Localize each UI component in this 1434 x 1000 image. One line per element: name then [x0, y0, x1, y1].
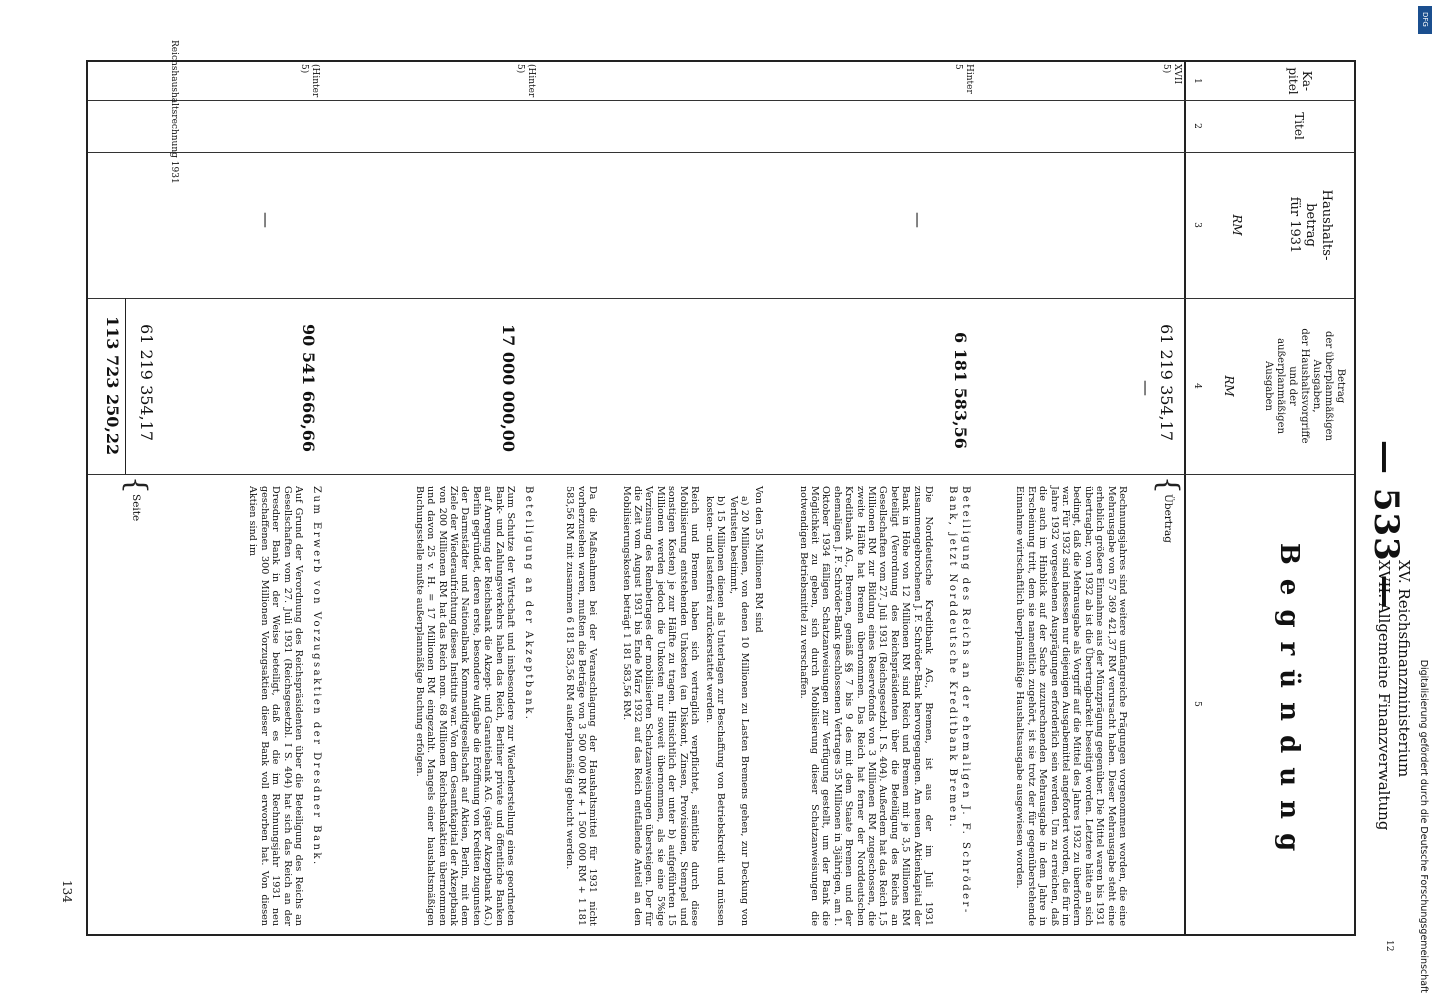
- row2-haushalt: —: [909, 212, 928, 228]
- colnum-4: 4: [1192, 383, 1202, 389]
- row2-kapitel: Hinter 5: [953, 64, 974, 94]
- footer-page-number: 134: [60, 880, 74, 903]
- para-35-millionen: Von den 35 Millionen RM sind: [753, 486, 764, 633]
- col-divider-4: [88, 474, 1354, 475]
- section-schroeder-bank: Beteiligung des Reichs an der ehemaligen J. F. Schröder-Bank, jetzt Norddeutsche Kreditbank Bremen.: [947, 486, 971, 915]
- header-rule: [1184, 62, 1186, 934]
- margin-mark: 12: [1384, 940, 1394, 952]
- budget-table: [86, 60, 1356, 936]
- total-note: Seite: [130, 494, 142, 522]
- page-number: — 533 —: [1366, 440, 1406, 610]
- para-mobilisierung: Reich und Bremen haben sich vertraglich verpflichtet, sämtliche durch diese Mobilisierung entstehenden Unkosten (an Diskont, Zinsen, Provisionen, Stempel und sonstigen Kosten) je zur Hälfte zu tragen. Hinsichtlich der unter b) aufgeführten 15 Millionen werden jedoch die Unkosten nur soweit übernommen, als sie eine 5%ige Verzinsung des Rembetrages der mobilisierten Schatzanweisungen übersteigen. Der für die Zeit vom August 1931 bis Ende März 1932 auf das Reich entfallende Anteil an den Mobilisierungskosten beträgt 1 181 583,56 RM.: [620, 486, 700, 926]
- brace-2: {: [120, 476, 153, 494]
- digitization-note: [1412, 8, 1434, 993]
- para-norddeutsche-kreditbank: Die Norddeutsche Kreditbank AG., Bremen, ist aus der im Juli 1931 zusammengebrochenen J. F. Schröder-Bank hervorgegangen. Am neuen Aktienkapital der Bank in Höhe von 12 Millionen RM sind Reich und Bremen mit je 3,5 Millionen RM beteiligt (Verordnung des Reichspräsidenten über die Beteiligung des Reichs an Gesellschaften vom 27. Juli 1931 (Reichsgesetzbl. I S. 404). Außerdem hat das Reich 1,5 Millionen RM zur Bildung eines Reservefonds von 3 Millionen RM zugeschossen, die zweite Hälfte hat Bremen übernommen. Das Reich hat ferner der Norddeutschen Kreditbank AG., Bremen, gemäß §§ 7 bis 9 des mit dem Staate Bremen und der ehemaligen J. F. Schröder-Bank geschlossenen Vertrages 35 Millionen in 3jährigen, am 1. Oktober 1934 fälligen Schatzanweisungen zur Verfügung gestellt, um der Bank die Möglichkeit zu geben, sich durch Mobilisierung dieser Schatzanweisungen die notwendigen Betriebsmittel zu verschaffen.: [797, 486, 934, 926]
- row1-dash: —: [1137, 380, 1156, 396]
- para-akzeptbank: Zum Schutze der Wirtschaft und insbesondere zur Wiederherstellung eines geordneten Bank- und Zahlungsverkehrs haben das Reich, Berliner private und öffentliche Banken auf Anregung der Reichsbank die Akzept- und Garantiebank AG. (später Akzeptbank AG.) Berlin gegründet, deren erste, besondere Aufgabe die Eröffnung von Krediten zugunsten der Darmstädter und Nationalbank Kommanditgesellschaft auf Aktien, Berlin, mit dem Ziele der Wiederaufrichtung dieses Instituts war. Von dem Gesamtkapital der Akzeptbank von 200 Millionen RM hat das Reich nom. 68 Millionen Reichsbankaktien übernommen und davon 25 v. H. = 17 Millionen RM eingezahlt. Mangels einer haushaltsmäßigen Buchungsstelle mußte außerplanmäßige Buchung erfolgen.: [413, 486, 516, 926]
- row2-amount: 6 181 583,56: [951, 332, 970, 449]
- footer-title: Reichshaushaltsrechnung 1931: [169, 40, 179, 184]
- header-titles: [1374, 560, 1414, 980]
- header-titel: Titel: [1292, 112, 1306, 140]
- para-dresdner-bank: Auf Grund der Verordnung des Reichspräsidenten über die Beteiligung des Reichs an Gesellschaften vom 27. Juli 1931 (Reichsgesetzbl. I S. 404) hat sich das Reich an der Dresdner Bank in der Weise beteiligt, daß es die im Rechnungsjahr 1931 neu geschaffenen 300 Millionen Vorzugsaktien dieser Bank voll erworben hat. Von diesen Aktien sind im: [247, 486, 304, 926]
- colnum-5: 5: [1192, 701, 1202, 707]
- header-haushalt-unit: RM: [1230, 214, 1244, 236]
- col-divider-3: [88, 298, 1354, 299]
- dfg-logo-icon: [1418, 6, 1432, 34]
- header-betrag-unit: RM: [1222, 375, 1236, 397]
- colnum-1: 1: [1192, 78, 1202, 84]
- para-veranschlagung: Da die Maßnahmen bei der Veranschlagung der Haushaltsmittel für 1931 nicht vorherzusehen waren, mußten die Beträge von 3 500 000 RM + 1 500 000 RM + 1 181 583,56 RM mit zusammen 6 181 583,56 RM außerplanmäßig gebucht werden.: [564, 486, 598, 926]
- total-amount-1: 61 219 354,17: [137, 324, 156, 442]
- row4-kapitel: (Hinter 5): [299, 64, 320, 98]
- section-dresdner-bank: Zum Erwerb von Vorzugsaktien der Dresdner Bank.: [311, 486, 322, 867]
- para-35-millionen-a: a) 20 Millionen, von denen 10 Millionen zu Lasten Bremens gehen, zur Deckung von Verlusten bestimmt,: [727, 496, 750, 926]
- header-begruendung: Begründung: [1274, 542, 1304, 866]
- row4-haushalt: —: [257, 212, 276, 228]
- row4-amount: 90 541 666,66: [299, 324, 318, 453]
- para-muenzpraegung: Rechnungsjahres sind weitere umfangreiche Prägungen vorgenommen worden, die eine Mehrausgabe von 57 369 421,37 RM verursacht haben. Dieser Mehrausgabe steht eine erheblich größere Einnahme aus der Münzprägung gegenüber. Die Mittel waren bis 1931 übertragbar, von 1932 ab ist die Übertragbarkeit beseitigt worden. Letztere hätte an sich bedingt, daß die Mehrausgabe als Vorgriff auf die Mittel des Jahres 1932 zu überfordern war. Für 1932 sind indessen nur diejenigen Ausgabemittel angefordert worden, die für im Jahre 1932 vorgesehenen Ausprägungen erforderlich sein werden. Um zu erreichen, daß die auch im Hinblick auf der Sache zuzurechnenden Mehrausgabe in dem Jahre in Erscheinung tritt, dem sie namentlich zugehört, ist sie trotz der für gegenüberstehende Einnahme wirtschaftlich überplanmäßige Haushaltsausgabe ausgewiesen worden.: [1014, 486, 1128, 926]
- colnum-2: 2: [1192, 123, 1202, 129]
- section-akzeptbank: Beteiligung an der Akzeptbank.: [523, 486, 534, 722]
- colnum-3: 3: [1192, 222, 1202, 228]
- col-divider-1: [88, 100, 1354, 101]
- row3-amount: 17 000 000,00: [499, 324, 518, 453]
- total-amount-2: 113 723 250,22: [103, 316, 122, 456]
- dfg-badge: DFG: [1421, 12, 1429, 27]
- digitization-text: Digitalisierung gefördert durch die Deutsche Forschungsgemeinschaft: [1418, 659, 1429, 993]
- ministry-title: XV. Reichsfinanzministerium: [1395, 560, 1413, 778]
- header-haushalt: Haushalts- betrag für 1931: [1287, 189, 1334, 261]
- total-rule: [125, 298, 126, 474]
- department-title: XVII. Allgemeine Finanzverwaltung: [1375, 560, 1393, 831]
- header-betrag: Betrag der überplanmäßigen Ausgaben, der Haushaltsvorgriffe und der außerplanmäßigen Ausgaben: [1263, 328, 1346, 444]
- brace-1: {: [1152, 476, 1185, 494]
- col-divider-2: [88, 152, 1354, 153]
- para-35-millionen-b: b) 15 Millionen dienen als Unterlagen zur Beschaffung von Betriebskredit und müssen kosten- und lastenfrei zurückerstattet werden.: [703, 496, 726, 926]
- header-kapitel: Ka- pitel: [1286, 67, 1314, 95]
- row1-amount: 61 219 354,17: [1157, 324, 1176, 442]
- row1-note: Übertrag: [1162, 494, 1174, 544]
- row1-kapitel: XVII 5): [1161, 64, 1182, 85]
- row3-kapitel: (Hinter 5): [515, 64, 536, 98]
